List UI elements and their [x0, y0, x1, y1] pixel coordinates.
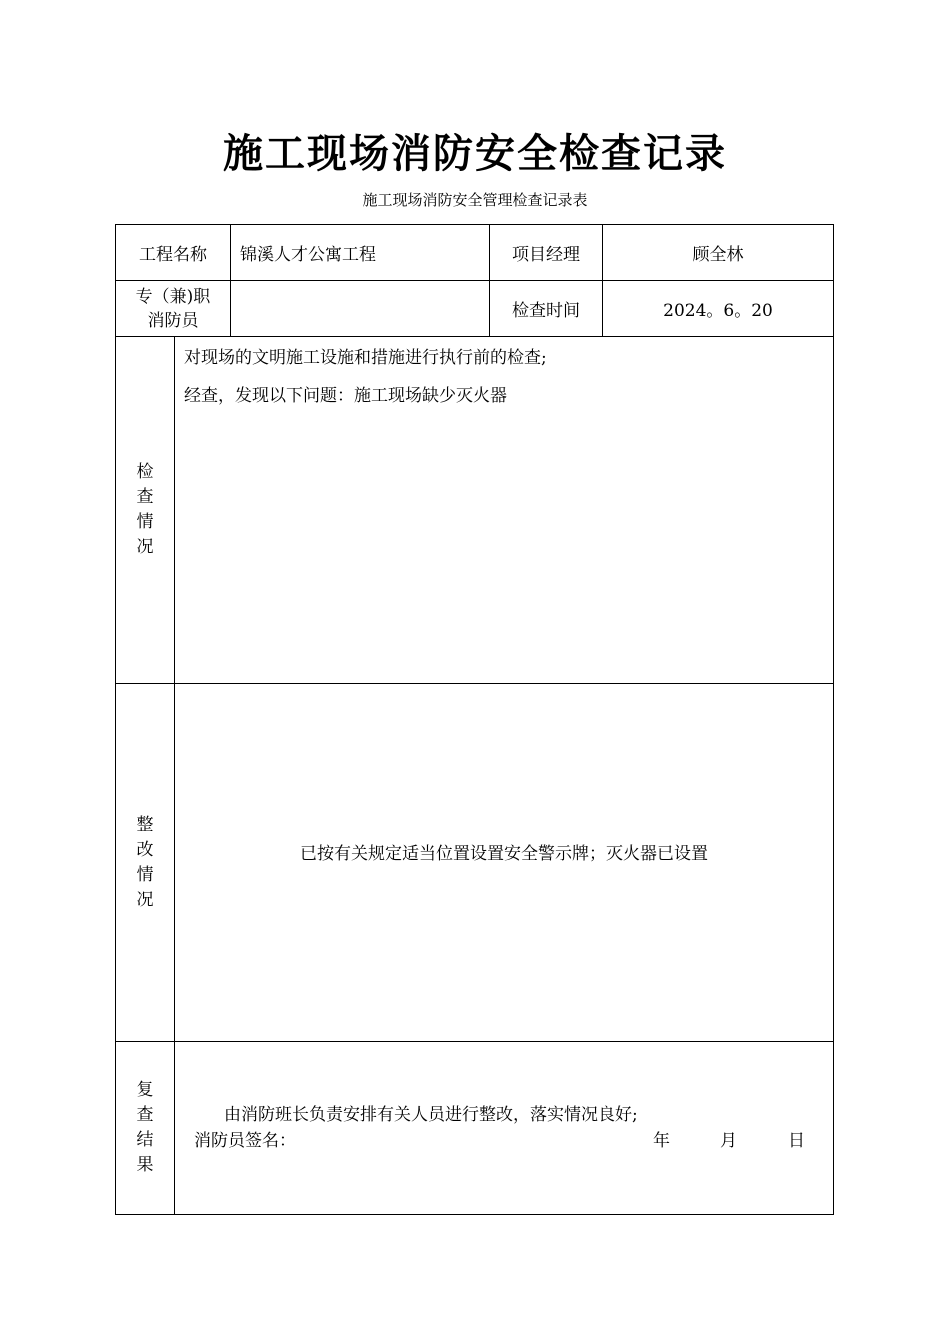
inspection-record-table — [115, 224, 834, 1215]
date-month-label: 月 — [720, 1131, 737, 1151]
label-char: 结 — [136, 1130, 154, 1150]
inspection-line-2: 经查，发现以下问题：施工现场缺少灭火器 — [184, 386, 507, 406]
label-char: 情 — [136, 512, 154, 532]
inspection-line-1: 对现场的文明施工设施和措施进行执行前的检查; — [184, 348, 547, 368]
rectification-label — [116, 684, 174, 1041]
project-manager-label: 项目经理 — [512, 245, 580, 265]
document-subtitle: 施工现场消防安全管理检查记录表 — [362, 191, 588, 209]
project-name-label: 工程名称 — [139, 245, 207, 265]
row-divider — [116, 336, 833, 337]
label-char: 整 — [136, 814, 154, 835]
date-day-label: 日 — [788, 1131, 805, 1151]
inspection-time-label: 检查时间 — [512, 301, 580, 321]
label-char: 况 — [136, 889, 154, 910]
review-label — [116, 1042, 174, 1214]
fire-officer-label — [116, 281, 230, 336]
inspection-content — [184, 339, 824, 415]
fire-officer-label-line1: 专（兼)职 — [135, 286, 211, 307]
label-char: 复 — [136, 1080, 154, 1100]
document-title: 施工现场消防安全检查记录 — [223, 130, 727, 177]
column-divider — [230, 225, 231, 336]
inspection-label — [116, 337, 174, 683]
rectification-content: 已按有关规定适当位置设置安全警示牌；灭火器已设置 — [300, 843, 708, 864]
label-char: 况 — [136, 537, 154, 557]
fire-officer-value — [240, 281, 485, 336]
review-result-text: 由消防班长负责安排有关人员进行整改，落实情况良好; — [224, 1105, 638, 1125]
fire-officer-signature-label: 消防员签名： — [194, 1131, 296, 1151]
fire-officer-label-line2: 消防员 — [147, 310, 199, 331]
label-char: 情 — [136, 864, 154, 885]
label-char: 查 — [136, 1105, 154, 1125]
label-char: 果 — [136, 1155, 154, 1175]
date-year-label: 年 — [653, 1131, 670, 1151]
inspection-time-value: 2024。6。20 — [663, 301, 773, 321]
project-manager-value: 顾全林 — [692, 245, 744, 265]
label-char: 查 — [136, 487, 154, 507]
label-char: 改 — [136, 839, 154, 860]
project-name-value: 锦溪人才公寓工程 — [240, 245, 376, 265]
row-divider — [116, 1041, 833, 1042]
label-char: 检 — [136, 462, 154, 482]
